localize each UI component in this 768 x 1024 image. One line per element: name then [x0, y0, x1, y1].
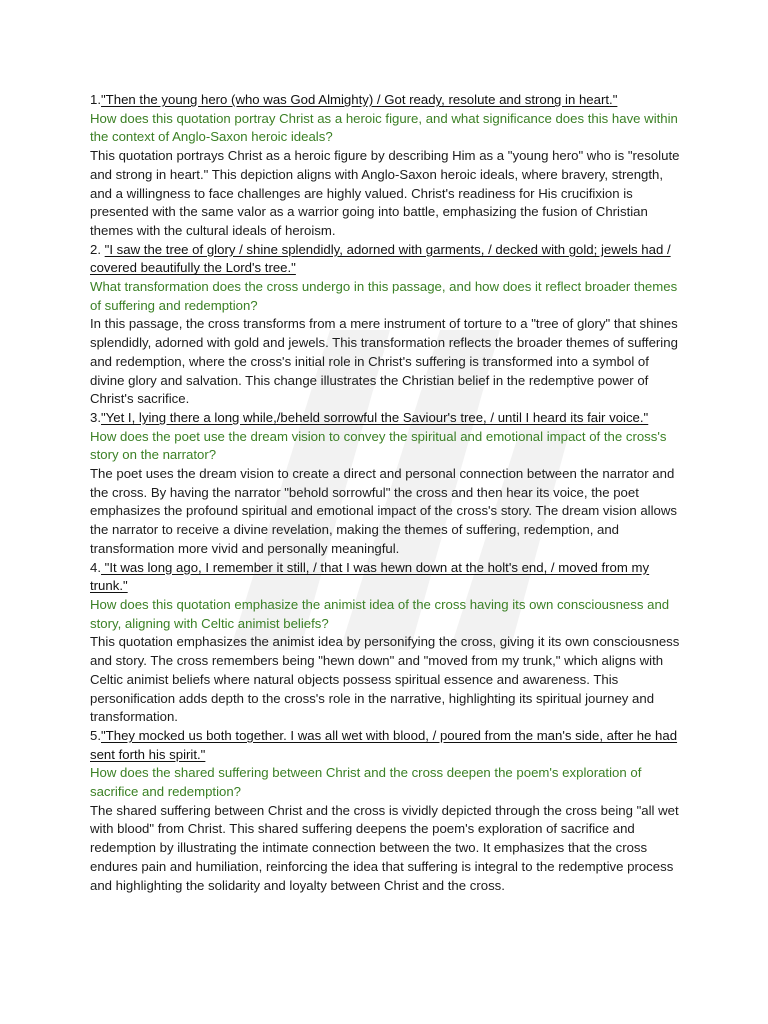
item-number: 1.	[90, 92, 101, 107]
answer-text: The shared suffering between Christ and the cross is vividly depicted through the cross being "all wet with blood" from Christ. This shared suffering deepens the poem's exploration of sacrifice and redemption by illustrating the intimate connection between the two. It emphasizes that the cross endures pain and humiliation, reinforcing the idea that suffering is integral to the redemptive process and highlighting the solidarity and loyalty between Christ and the cross.	[90, 802, 679, 893]
quotation-text: "Yet I, lying there a long while,/beheld sorrowful the Saviour's tree, / until I heard its fair voice."	[101, 409, 649, 425]
quotation-line	[90, 559, 682, 596]
qa-block-4	[90, 559, 682, 727]
quotation-line	[90, 727, 682, 764]
answer-text: The poet uses the dream vision to create a direct and personal connection between the narrator and the cross. By having the narrator "behold sorrowful" the cross and then hear its voice, the poet emphasizes the profound spiritual and emotional impact of the cross's story. The dream vision allows the narrator to receive a divine revelation, making the themes of suffering, redemption, and transformation more vivid and personally meaningful.	[90, 466, 677, 556]
quotation-line	[90, 91, 682, 110]
quotation-line	[90, 409, 682, 428]
item-number: 3.	[90, 409, 101, 425]
answer-text: This quotation emphasizes the animist idea by personifying the cross, giving it its own consciousness and story. The cross remembers being "hewn down" and "moved from my trunk," which aligns with Celtic animist beliefs where natural objects possess spiritual essence and awareness. This personification adds depth to the cross's role in the narrative, highlighting its spiritual journey and transformation.	[90, 634, 680, 725]
qa-block-3	[90, 409, 682, 559]
answer-text: In this passage, the cross transforms from a mere instrument of torture to a "tree of glory" that shines splendidly, adorned with gold and jewels. This transformation reflects the broader themes of suffering and redemption, where the cross's initial role in Christ's suffering is transformed into a symbol of divine glory and salvation. This change illustrates the Christian belief in the redemptive power of Christ's sacrifice.	[90, 316, 678, 407]
question-text: What transformation does the cross undergo in this passage, and how does it reflect broader themes of suffering and redemption?	[90, 279, 678, 313]
quotation-text: "Then the young hero (who was God Almighty) / Got ready, resolute and strong in heart."	[101, 92, 618, 107]
question-text: How does this quotation emphasize the animist idea of the cross having its own consciousness and story, aligning with Celtic animist beliefs?	[90, 596, 670, 631]
item-number: 5.	[90, 727, 101, 743]
qa-block-1	[90, 91, 682, 241]
item-number: 2.	[90, 241, 105, 257]
quotation-line	[90, 241, 682, 278]
quotation-text: "They mocked us both together. I was all wet with blood, / poured from the man's side, after he had sent forth his spirit."	[90, 727, 678, 762]
qa-block-2	[90, 241, 682, 409]
quotation-text: "I saw the tree of glory / shine splendidly, adorned with garments, / decked with gold; jewels had / covered beautifully the Lord's tree."	[90, 241, 671, 276]
question-text: How does the shared suffering between Christ and the cross deepen the poem's exploration of sacrifice and redemption?	[90, 765, 642, 800]
document-body	[90, 91, 682, 895]
question-text: How does the poet use the dream vision to convey the spiritual and emotional impact of the cross's story on the narrator?	[90, 428, 667, 463]
qa-block-5	[90, 727, 682, 895]
answer-text: This quotation portrays Christ as a heroic figure by describing Him as a "young hero" who is "resolute and strong in heart." This depiction aligns with Anglo-Saxon heroic ideals, where bravery, strength, and a willingness to face challenges are highly valued. Christ's readiness for His crucifixion is presented with the same valor as a warrior going into battle, emphasizing the fusion of Christian themes with the cultural ideals of heroism.	[90, 148, 680, 238]
item-number: 4.	[90, 559, 101, 575]
quotation-text: "It was long ago, I remember it still, / that I was hewn down at the holt's end, / moved from my trunk."	[90, 559, 650, 594]
question-text: How does this quotation portray Christ as a heroic figure, and what significance does this have within the context of Anglo-Saxon heroic ideals?	[90, 110, 678, 145]
